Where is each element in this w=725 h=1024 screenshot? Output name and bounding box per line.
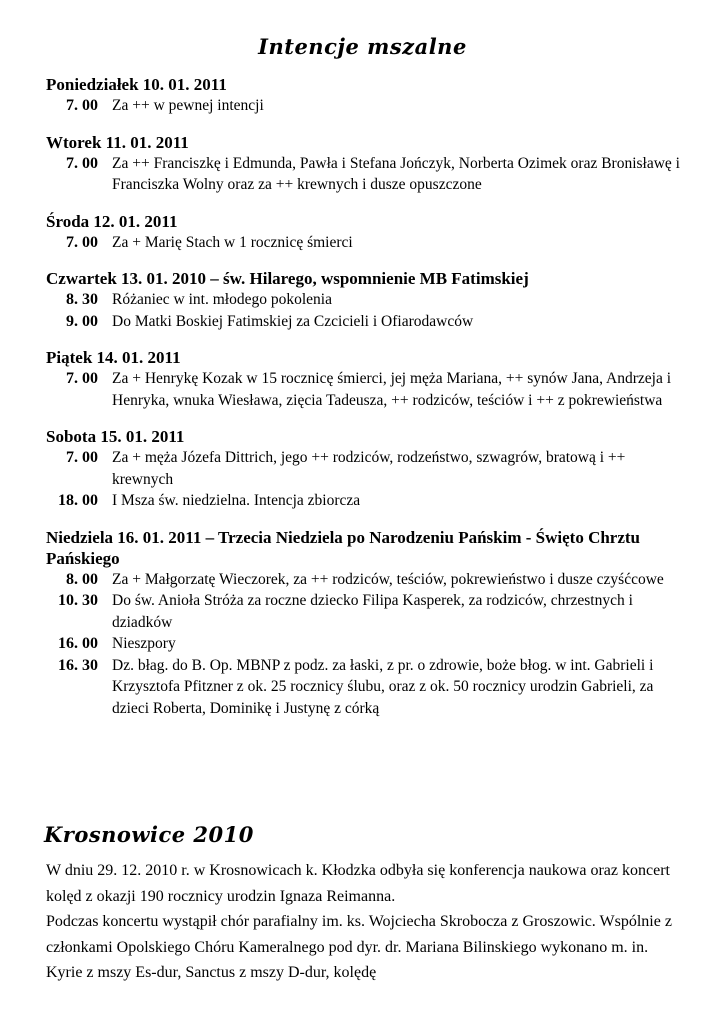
mass-time: 8. 00 bbox=[66, 570, 98, 588]
day-friday bbox=[46, 347, 686, 411]
day-heading: Czwartek 13. 01. 2010 – św. Hilarego, wspomnienie MB Fatimskiej bbox=[46, 269, 529, 288]
mass-entry bbox=[46, 633, 686, 655]
mass-intention: Różaniec w int. młodego pokolenia bbox=[112, 291, 332, 308]
mass-entry bbox=[46, 311, 686, 333]
mass-time: 9. 00 bbox=[66, 312, 98, 330]
mass-time: 18. 00 bbox=[58, 492, 98, 509]
mass-time: 16. 30 bbox=[58, 656, 98, 674]
day-wednesday bbox=[46, 211, 686, 254]
mass-time: 7. 00 bbox=[66, 97, 98, 114]
mass-entry bbox=[46, 447, 686, 490]
day-saturday bbox=[46, 426, 686, 512]
mass-time: 8. 30 bbox=[66, 291, 98, 308]
mass-intention: Do św. Anioła Stróża za roczne dziecko Filipa Kasperek, za rodziców, chrzestnych i dziadków bbox=[112, 592, 633, 631]
mass-intention: Do Matki Boskiej Fatimskiej za Czcicieli i Ofiarodawców bbox=[112, 312, 474, 330]
article-paragraph: Podczas koncertu wystąpił chór parafialny im. ks. Wojciecha Skrobocza z Groszowic. Wspólnie z członkami Opolskiego Chóru Kameralnego pod dyr. dr. Mariana Bilinskiego wykonano m. in. Kyrie z mszy Es-dur, Sanctus z mszy D-dur, kolędę bbox=[46, 913, 672, 981]
article-body bbox=[46, 858, 686, 986]
mass-entry bbox=[46, 569, 686, 591]
day-heading: Piątek 14. 01. 2011 bbox=[46, 348, 181, 367]
mass-entry bbox=[46, 590, 686, 633]
mass-intention: Za ++ w pewnej intencji bbox=[112, 97, 264, 114]
mass-time: 7. 00 bbox=[66, 233, 98, 251]
day-heading: Niedziela 16. 01. 2011 – Trzecia Niedziela po Narodzeniu Pańskim - Święto Chrztu Pańskiego bbox=[46, 527, 641, 568]
mass-intention: Za + męża Józefa Dittrich, jego ++ rodziców, rodzeństwo, szwagrów, bratową i ++ krewnych bbox=[112, 449, 626, 488]
mass-time: 7. 00 bbox=[66, 449, 98, 466]
mass-intention: I Msza św. niedzielna. Intencja zbiorcza bbox=[112, 492, 361, 509]
mass-entry bbox=[46, 95, 686, 117]
mass-entry bbox=[46, 232, 686, 254]
mass-intention: Za + Małgorzatę Wieczorek, za ++ rodziców, teściów, pokrewieństwo i dusze czyśćcowe bbox=[112, 570, 664, 588]
mass-intention: Za ++ Franciszkę i Edmunda, Pawła i Stefana Jończyk, Norberta Ozimek oraz Bronisławę i Franciszka Wolny oraz za ++ krewnych i dusze opuszczone bbox=[112, 154, 680, 193]
page-title: Intencje mszalne bbox=[258, 34, 467, 59]
mass-time: 16. 00 bbox=[58, 635, 98, 652]
mass-intention: Za + Henrykę Kozak w 15 rocznicę śmierci, jej męża Mariana, ++ synów Jana, Andrzeja i Henryka, wnuka Wiesława, zięcia Tadeusza, ++ rodziców, teściów i ++ z pokrewieństwa bbox=[112, 370, 672, 409]
mass-intention: Za + Marię Stach w 1 rocznicę śmierci bbox=[112, 233, 353, 251]
mass-entry bbox=[46, 289, 686, 311]
mass-intention: Nieszpory bbox=[112, 635, 176, 652]
mass-time: 10. 30 bbox=[58, 592, 98, 609]
mass-time: 7. 00 bbox=[66, 154, 98, 172]
mass-schedule bbox=[46, 74, 686, 734]
day-heading: Poniedziałek 10. 01. 2011 bbox=[46, 75, 227, 94]
day-monday bbox=[46, 74, 686, 117]
mass-entry bbox=[46, 153, 686, 196]
article-paragraph: W dniu 29. 12. 2010 r. w Krosnowicach k. Kłodzka odbyła się konferencja naukowa oraz koncert kolęd z okazji 190 rocznicy urodzin Ignaza Reimanna. bbox=[46, 862, 670, 905]
day-heading: Sobota 15. 01. 2011 bbox=[46, 427, 185, 446]
day-heading: Wtorek 11. 01. 2011 bbox=[46, 132, 189, 152]
mass-intention: Dz. błag. do B. Op. MBNP z podz. za łaski, z pr. o zdrowie, boże błog. w int. Gabrieli i Krzysztofa Pfitzner z ok. 25 rocznicy ślubu, oraz z ok. 50 rocznicy urodzin Gabrieli, za dzieci Roberta, Dominikę i Justynę z córką bbox=[112, 656, 654, 717]
day-tuesday bbox=[46, 132, 686, 196]
mass-entry bbox=[46, 490, 686, 512]
day-thursday bbox=[46, 268, 686, 332]
day-heading: Środa 12. 01. 2011 bbox=[46, 211, 178, 231]
day-sunday bbox=[46, 527, 686, 720]
mass-entry bbox=[46, 368, 686, 411]
mass-entry bbox=[46, 655, 686, 720]
mass-time: 7. 00 bbox=[66, 370, 98, 387]
section-title: Krosnowice 2010 bbox=[44, 822, 254, 847]
